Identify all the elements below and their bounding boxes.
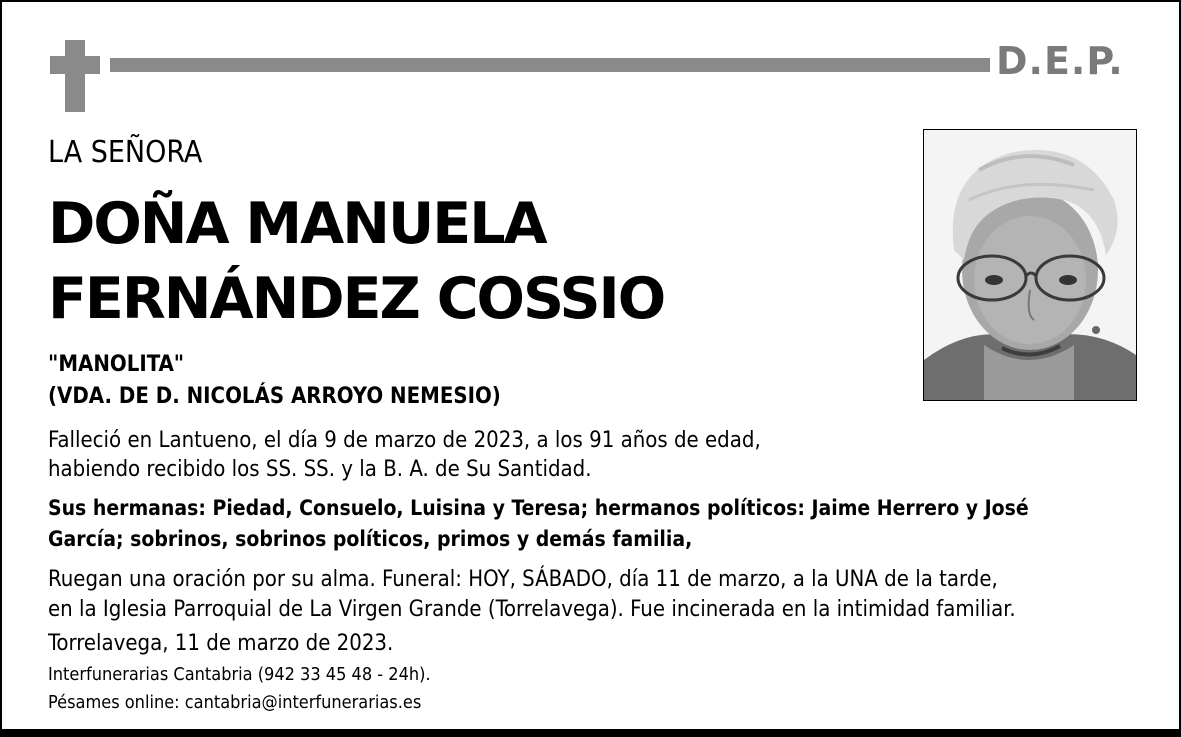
deceased-name-line2: FERNÁNDEZ COSSIO [48,266,665,332]
funeral-home-contact: Interfunerarias Cantabria (942 33 45 48 - 24h). [48,664,431,685]
cross-icon-bar [50,56,100,74]
death-notice [48,426,761,484]
death-line-2: habiendo recibido los SS. SS. y la B. A. de Su Santidad. [48,457,592,482]
place-date: Torrelavega, 11 de marzo de 2023. [48,631,394,656]
widow-of: (VDA. DE D. NICOLÁS ARROYO NEMESIO) [48,384,501,409]
death-line-1: Falleció en Lantueno, el día 9 de marzo de 2023, a los 91 años de edad, [48,428,761,453]
funeral-details [48,565,1016,625]
deceased-name-line1: DOÑA MANUELA [48,191,546,257]
portrait-image [924,130,1136,400]
header-rule [110,58,990,72]
cross-icon [65,40,85,112]
prayer-line-2: en la Iglesia Parroquial de La Virgen Grande (Torrelavega). Fue incinerada en la intimidad familiar. [48,597,1016,622]
honorific-prefix: LA SEÑORA [48,135,203,170]
condolences-email: Pésames online: cantabria@interfunerarias.es [48,692,422,713]
dep-label: D.E.P. [996,39,1124,83]
nickname: "MANOLITA" [48,352,185,377]
family-list [48,493,1029,555]
portrait-photo [923,129,1137,401]
prayer-line-1: Ruegan una oración por su alma. Funeral: HOY, SÁBADO, día 11 de marzo, a la UNA de la tarde, [48,567,998,592]
family-line-2: García; sobrinos, sobrinos políticos, primos y demás familia, [48,527,693,551]
family-line-1: Sus hermanas: Piedad, Consuelo, Luisina y Teresa; hermanos políticos: Jaime Herrero y José [48,496,1029,520]
